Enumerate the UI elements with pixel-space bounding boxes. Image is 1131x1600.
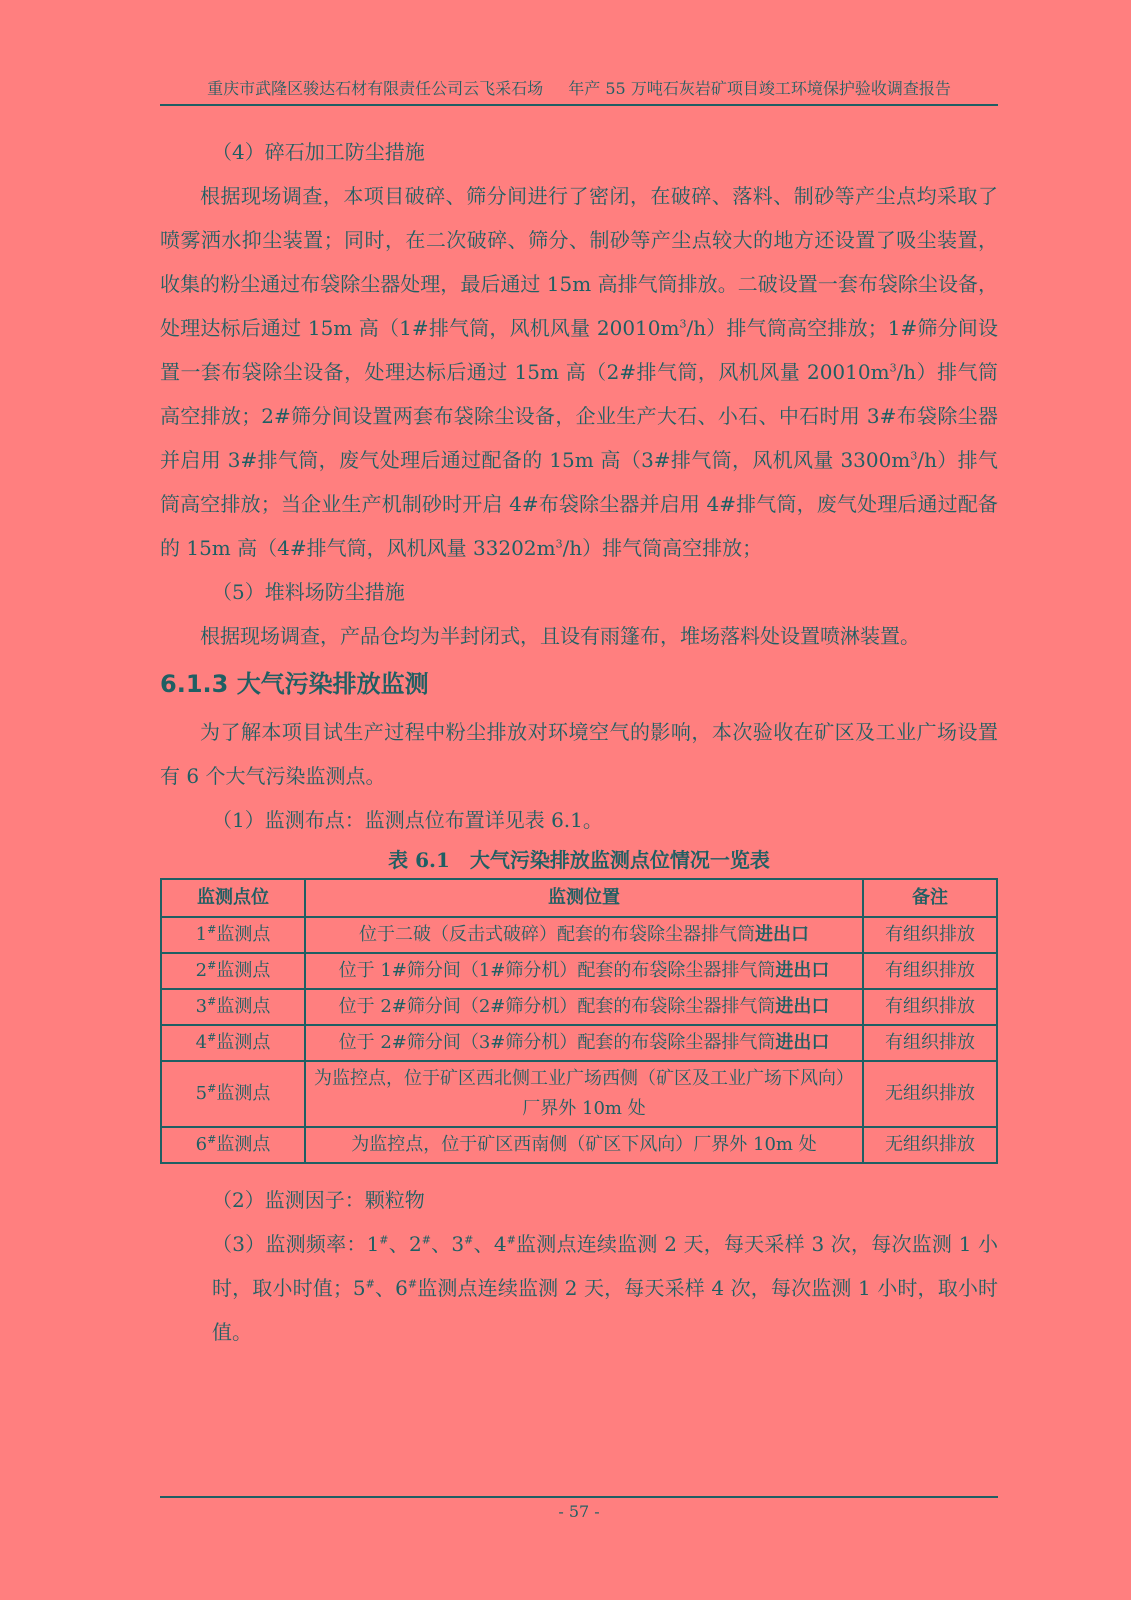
header-company: 重庆市武隆区骏达石材有限责任公司云飞采石场 [207,79,544,98]
note-cell: 无组织排放 [863,1127,997,1163]
section-heading-6-1-3: 6.1.3 大气污染排放监测 [160,670,429,698]
note-cell: 无组织排放 [863,1061,997,1127]
header-point: 监测点位 [161,879,305,917]
table-caption: 表 6.1 大气污染排放监测点位情况一览表 [388,848,770,872]
point-cell: 4#监测点 [161,1025,305,1061]
location-cell: 位于 2#筛分间（3#筛分机）配套的布袋除尘器排气筒进出口 [305,1025,863,1061]
section-5-paragraph: 根据现场调查，产品仓均为半封闭式，且设有雨篷布，堆场落料处设置喷淋装置。 [200,624,920,648]
table-row [161,989,997,1025]
page-header [160,74,998,106]
document-body [160,130,998,1354]
section-4-paragraph: 根据现场调查，本项目破碎、筛分间进行了密闭，在破碎、落料、制砂等产尘点均采取了喷雾洒水抑尘装置；同时，在二次破碎、筛分、制砂等产尘点较大的地方还设置了吸尘装置，收集的粉尘通过布袋除尘器处理，最后通过 15m 高排气筒排放。二破设置一套布袋除尘设备，处理达标后通过 15m 高（1#排气筒，风机风量 $20010m^3/h$）排气筒高空排放；1#筛分间设置一套布袋除尘设备，处理达标后通过 15m 高（2#排气筒，风机风量 $20010m^3/h$）排气筒高空排放；2#筛分间设置两套布袋除尘设备，企业生产大石、小石、中石时用 3#布袋除尘器并启用 3#排气筒，废气处理后通过配备的 15m 高（3#排气筒，风机风量 $3300m^3/h$）排气筒高空排放；当企业生产机制砂时开启 4#布袋除尘器并启用 4#排气筒，废气处理后通过配备的 15m 高（4#排气筒，风机风量 $33202m^3/h$）排气筒高空排放； [160,184,999,560]
point-cell: 5#监测点 [161,1061,305,1127]
note-cell: 有组织排放 [863,1025,997,1061]
table-row [161,1025,997,1061]
monitoring-factor: （2）监测因子：颗粒物 [212,1188,425,1212]
location-cell: 为监控点，位于矿区西南侧（矿区下风向）厂界外 10m 处 [305,1127,863,1163]
note-cell: 有组织排放 [863,953,997,989]
location-cell: 位于 2#筛分间（2#筛分机）配套的布袋除尘器排气筒进出口 [305,989,863,1025]
monitoring-layout-item: （1）监测布点：监测点位布置详见表 6.1。 [212,808,603,832]
point-cell: 6#监测点 [161,1127,305,1163]
header-note: 备注 [863,879,997,917]
table-row [161,917,997,953]
point-cell: 2#监测点 [161,953,305,989]
location-cell: 为监控点，位于矿区西北侧工业广场西侧（矿区及工业广场下风向）厂界外 10m 处 [305,1061,863,1127]
monitoring-points-table [160,878,998,1164]
section-intro-paragraph: 为了解本项目试生产过程中粉尘排放对环境空气的影响，本次验收在矿区及工业广场设置有 6 个大气污染监测点。 [160,720,998,788]
table-header-row [161,879,997,917]
location-cell: 位于二破（反击式破碎）配套的布袋除尘器排气筒进出口 [305,917,863,953]
note-cell: 有组织排放 [863,917,997,953]
section-5-title: （5）堆料场防尘措施 [212,580,405,604]
section-4-title: （4）碎石加工防尘措施 [212,140,425,164]
point-cell: 1#监测点 [161,917,305,953]
footer-divider [160,1496,998,1498]
location-cell: 位于 1#筛分间（1#筛分机）配套的布袋除尘器排气筒进出口 [305,953,863,989]
point-cell: 3#监测点 [161,989,305,1025]
page-number: - 57 - [558,1502,600,1521]
table-row [161,1127,997,1163]
header-report-title: 年产 55 万吨石灰岩矿项目竣工环境保护验收调查报告 [568,79,951,98]
table-row [161,953,997,989]
monitoring-frequency: （3）监测频率：1#、2#、3#、4#监测点连续监测 2 天，每天采样 3 次，每次监测 1 小时，取小时值；5#、6#监测点连续监测 2 天，每天采样 4 次，每次监测 1 小时，取小时值。 [212,1232,999,1344]
header-location: 监测位置 [305,879,863,917]
note-cell: 有组织排放 [863,989,997,1025]
table-row [161,1061,997,1127]
